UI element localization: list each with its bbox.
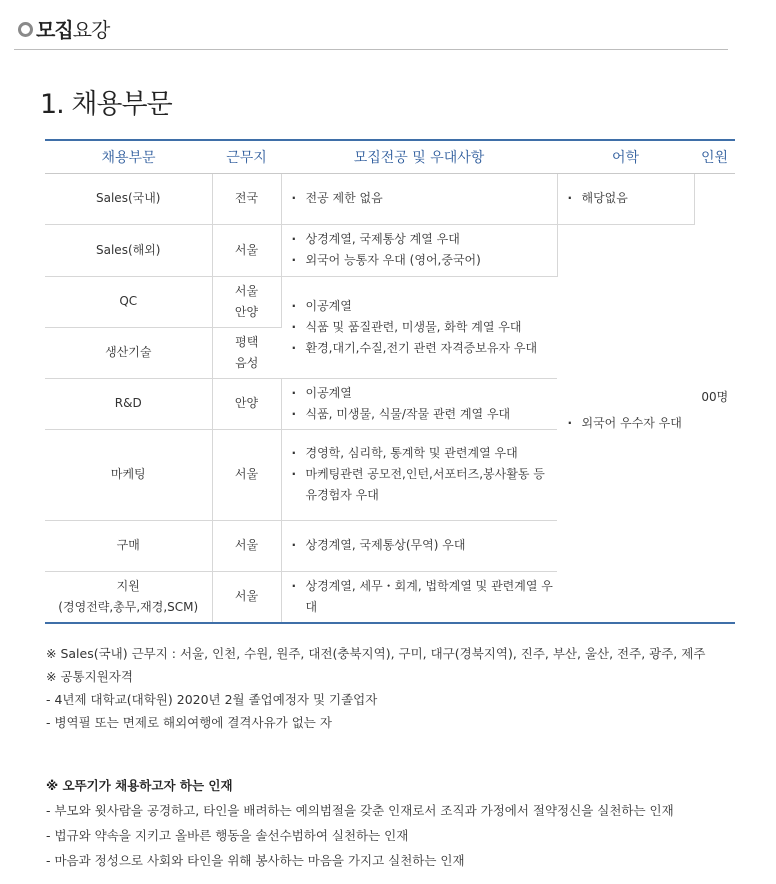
dept-cell: 지원 (경영전략,총무,재경,SCM) bbox=[45, 571, 212, 623]
header-divider bbox=[14, 49, 728, 50]
location-cell: 전국 bbox=[212, 173, 281, 224]
dept-cell: 구매 bbox=[45, 520, 212, 571]
headcount-cell: 00명 bbox=[694, 173, 735, 623]
list-item: · 마케팅관련 공모전,인턴,서포터즈,봉사활동 등 유경험자 우대 bbox=[290, 464, 557, 506]
col-header-dept: 채용부문 bbox=[45, 140, 212, 173]
table-row bbox=[45, 224, 735, 276]
list-item: · 이공계열 bbox=[290, 383, 557, 404]
section-header bbox=[14, 12, 728, 50]
col-header-language: 어학 bbox=[557, 140, 694, 173]
location-cell: 서울 bbox=[212, 224, 281, 276]
note-line: - 병역필 또는 면제로 해외여행에 결격사유가 없는 자 bbox=[46, 715, 332, 730]
table-row bbox=[45, 173, 735, 224]
language-cell bbox=[557, 224, 694, 623]
col-header-location: 근무지 bbox=[212, 140, 281, 173]
recruit-table bbox=[45, 139, 735, 624]
majors-cell bbox=[281, 378, 557, 429]
col-header-headcount: 인원 bbox=[694, 140, 735, 173]
location-cell: 평택 음성 bbox=[212, 327, 281, 378]
list-item: · 이공계열 bbox=[290, 296, 557, 317]
list-item: · 전공 제한 없음 bbox=[290, 188, 556, 209]
table-header-row bbox=[45, 140, 735, 173]
dept-cell: 마케팅 bbox=[45, 429, 212, 520]
location-cell: 서울 bbox=[212, 520, 281, 571]
list-item: · 상경계열, 국제통상(무역) 우대 bbox=[290, 535, 557, 556]
talent-title: ※ 오뚜기가 채용하고자 하는 인재 bbox=[46, 778, 233, 793]
location-cell: 서울 안양 bbox=[212, 276, 281, 327]
note-line: ※ 공통지원자격 bbox=[46, 669, 133, 684]
list-item: · 상경계열, 세무・회계, 법학계열 및 관련계열 우대 bbox=[290, 576, 557, 618]
location-cell: 서울 bbox=[212, 571, 281, 623]
section-title: 1. 채용부문 bbox=[40, 89, 172, 120]
list-item: · 환경,대기,수질,전기 관련 자격증보유자 우대 bbox=[290, 338, 557, 359]
dept-cell: 생산기술 bbox=[45, 327, 212, 378]
list-item: · 식품, 미생물, 식물/작물 관련 계열 우대 bbox=[290, 404, 557, 425]
dept-cell: R&D bbox=[45, 378, 212, 429]
talent-block bbox=[46, 773, 674, 873]
majors-cell bbox=[281, 276, 557, 378]
dept-cell: QC bbox=[45, 276, 212, 327]
dept-cell: Sales(국내) bbox=[45, 173, 212, 224]
list-item: · 외국어 능통자 우대 (영어,중국어) bbox=[290, 250, 556, 271]
location-cell: 안양 bbox=[212, 378, 281, 429]
list-item: · 해당없음 bbox=[566, 188, 693, 209]
location-cell: 서울 bbox=[212, 429, 281, 520]
majors-cell bbox=[281, 520, 557, 571]
majors-cell bbox=[281, 429, 557, 520]
list-item: · 식품 및 품질관련, 미생물, 화학 계열 우대 bbox=[290, 317, 557, 338]
majors-cell bbox=[281, 173, 557, 224]
language-cell bbox=[557, 173, 694, 224]
talent-item: - 부모와 윗사람을 공경하고, 타인을 배려하는 예의범절을 갖춘 인재로서 조직과 가정에서 절약정신을 실천하는 인재 bbox=[46, 803, 674, 818]
list-item: · 경영학, 심리학, 통계학 및 관련계열 우대 bbox=[290, 443, 557, 464]
dept-cell: Sales(해외) bbox=[45, 224, 212, 276]
header-title: 모집요강 bbox=[36, 18, 110, 42]
notes-block bbox=[46, 642, 705, 734]
majors-cell bbox=[281, 224, 557, 276]
note-line: - 4년제 대학교(대학원) 2020년 2월 졸업예정자 및 기졸업자 bbox=[46, 692, 378, 707]
talent-item: - 법규와 약속을 지키고 올바른 행동을 솔선수범하여 실천하는 인재 bbox=[46, 828, 409, 843]
majors-cell bbox=[281, 571, 557, 623]
talent-item: - 마음과 정성으로 사회와 타인을 위해 봉사하는 마음을 가지고 실천하는 인재 bbox=[46, 853, 465, 868]
circle-bullet-icon bbox=[18, 22, 33, 37]
list-item: · 외국어 우수자 우대 bbox=[566, 413, 694, 434]
col-header-majors: 모집전공 및 우대사항 bbox=[281, 140, 557, 173]
list-item: · 상경계열, 국제통상 계열 우대 bbox=[290, 229, 556, 250]
note-line: ※ Sales(국내) 근무지 : 서울, 인천, 수원, 원주, 대전(충북지역), 구미, 대구(경북지역), 진주, 부산, 울산, 전주, 광주, 제주 bbox=[46, 646, 706, 661]
